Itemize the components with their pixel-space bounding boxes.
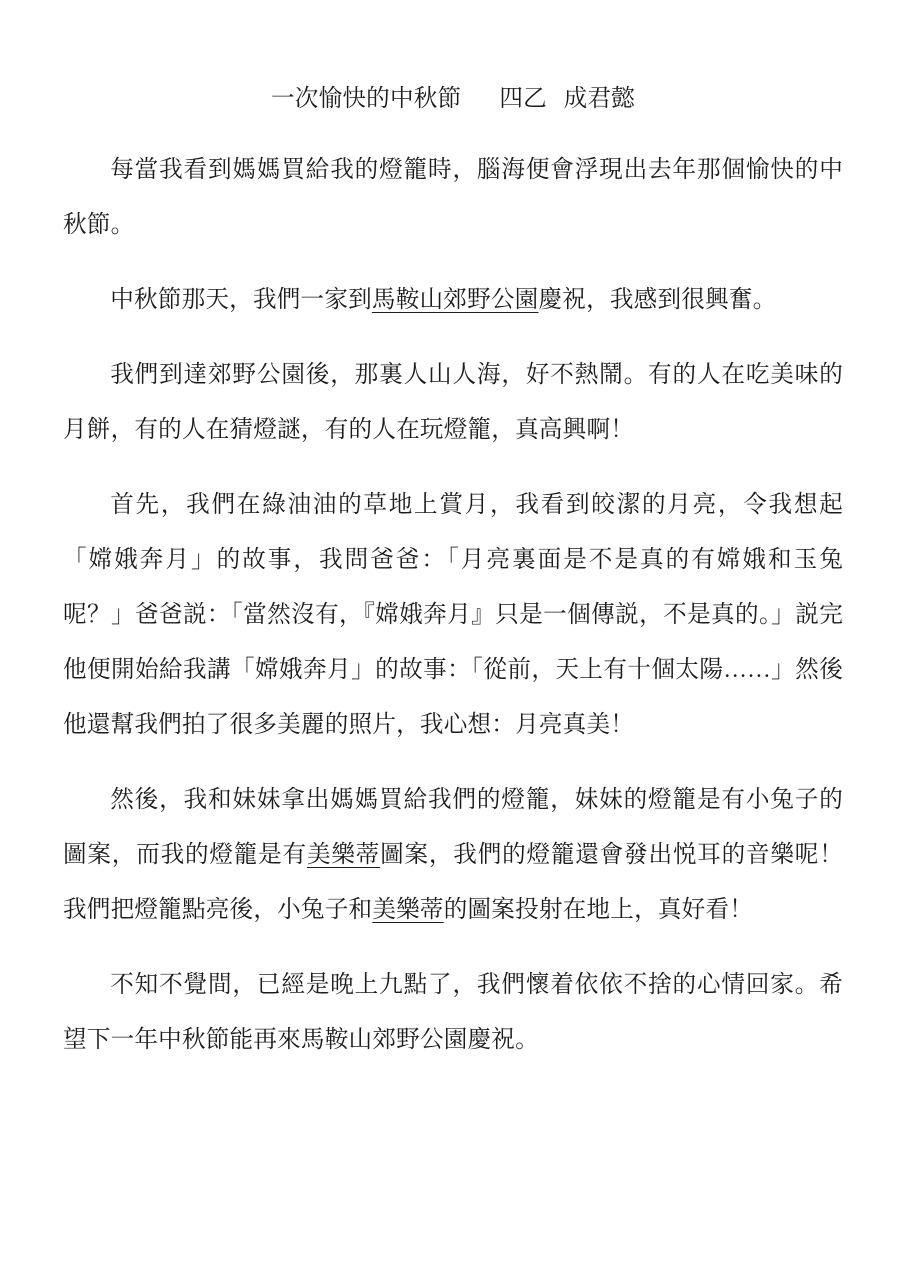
paragraph-1: [63, 143, 843, 253]
paragraph-2: [63, 273, 843, 328]
paragraph-6: [63, 958, 843, 1068]
essay-class-label: 四乙: [499, 86, 547, 112]
paragraph-1-text: 每當我看到媽媽買給我的燈籠時，腦海便會浮現出去年那個愉快的中秋節。: [63, 157, 843, 238]
essay-author: 成君懿: [563, 86, 636, 112]
paragraph-5-text-cont-2: 的圖案投射在地上，真好看！: [443, 897, 754, 923]
paragraph-4-text: 首先，我們在綠油油的草地上賞月，我看到皎潔的月亮，令我想起「嫦娥奔月」的故事，我問爸爸：「月亮裏面是不是真的有嫦娥和玉兔呢？」爸爸説：「當然沒有，『嫦娥奔月』只是一個傳説，不是真的。」説完他便開始給我講「嫦娥奔月」的故事：「從前，天上有十個太陽……」然後他還幫我們拍了很多美麗的照片，我心想：月亮真美！: [63, 492, 843, 738]
essay-title: [63, 72, 843, 127]
paragraph-5-text: 然後，我和妹妹拿出媽媽買給我們的燈籠，妹妹的燈籠是有小兔子的圖案，而我的燈籠是有: [63, 787, 843, 868]
paragraph-4: [63, 478, 843, 753]
paragraph-5-text-cont-1: 圖案，我們的燈籠還會發出悦耳的音樂呢！我們把燈籠點亮後，小兔子和: [63, 842, 843, 923]
document-content: [63, 72, 843, 1068]
paragraph-2-underlined-place-name: 馬鞍山郊野公園: [371, 287, 539, 313]
essay-title-text: 一次愉快的中秋節: [270, 86, 462, 112]
paragraph-5-underlined-name-2: 美樂蒂: [372, 897, 444, 923]
paragraph-2-text: 中秋節那天，我們一家到: [110, 287, 372, 313]
paragraph-3: [63, 348, 843, 458]
paragraph-6-text: 不知不覺間，已經是晚上九點了，我們懷着依依不捨的心情回家。希望下一年中秋節能再來馬鞍山郊野公園慶祝。: [63, 972, 843, 1053]
paragraph-2-text-cont: 慶祝，我感到很興奮。: [538, 287, 777, 313]
paragraph-5-underlined-name-1: 美樂蒂: [306, 842, 381, 868]
paragraph-3-text: 我們到達郊野公園後，那裏人山人海，好不熱鬧。有的人在吃美味的月餅，有的人在猜燈謎，有的人在玩燈籠，真高興啊！: [63, 362, 843, 443]
paragraph-5: [63, 773, 843, 938]
